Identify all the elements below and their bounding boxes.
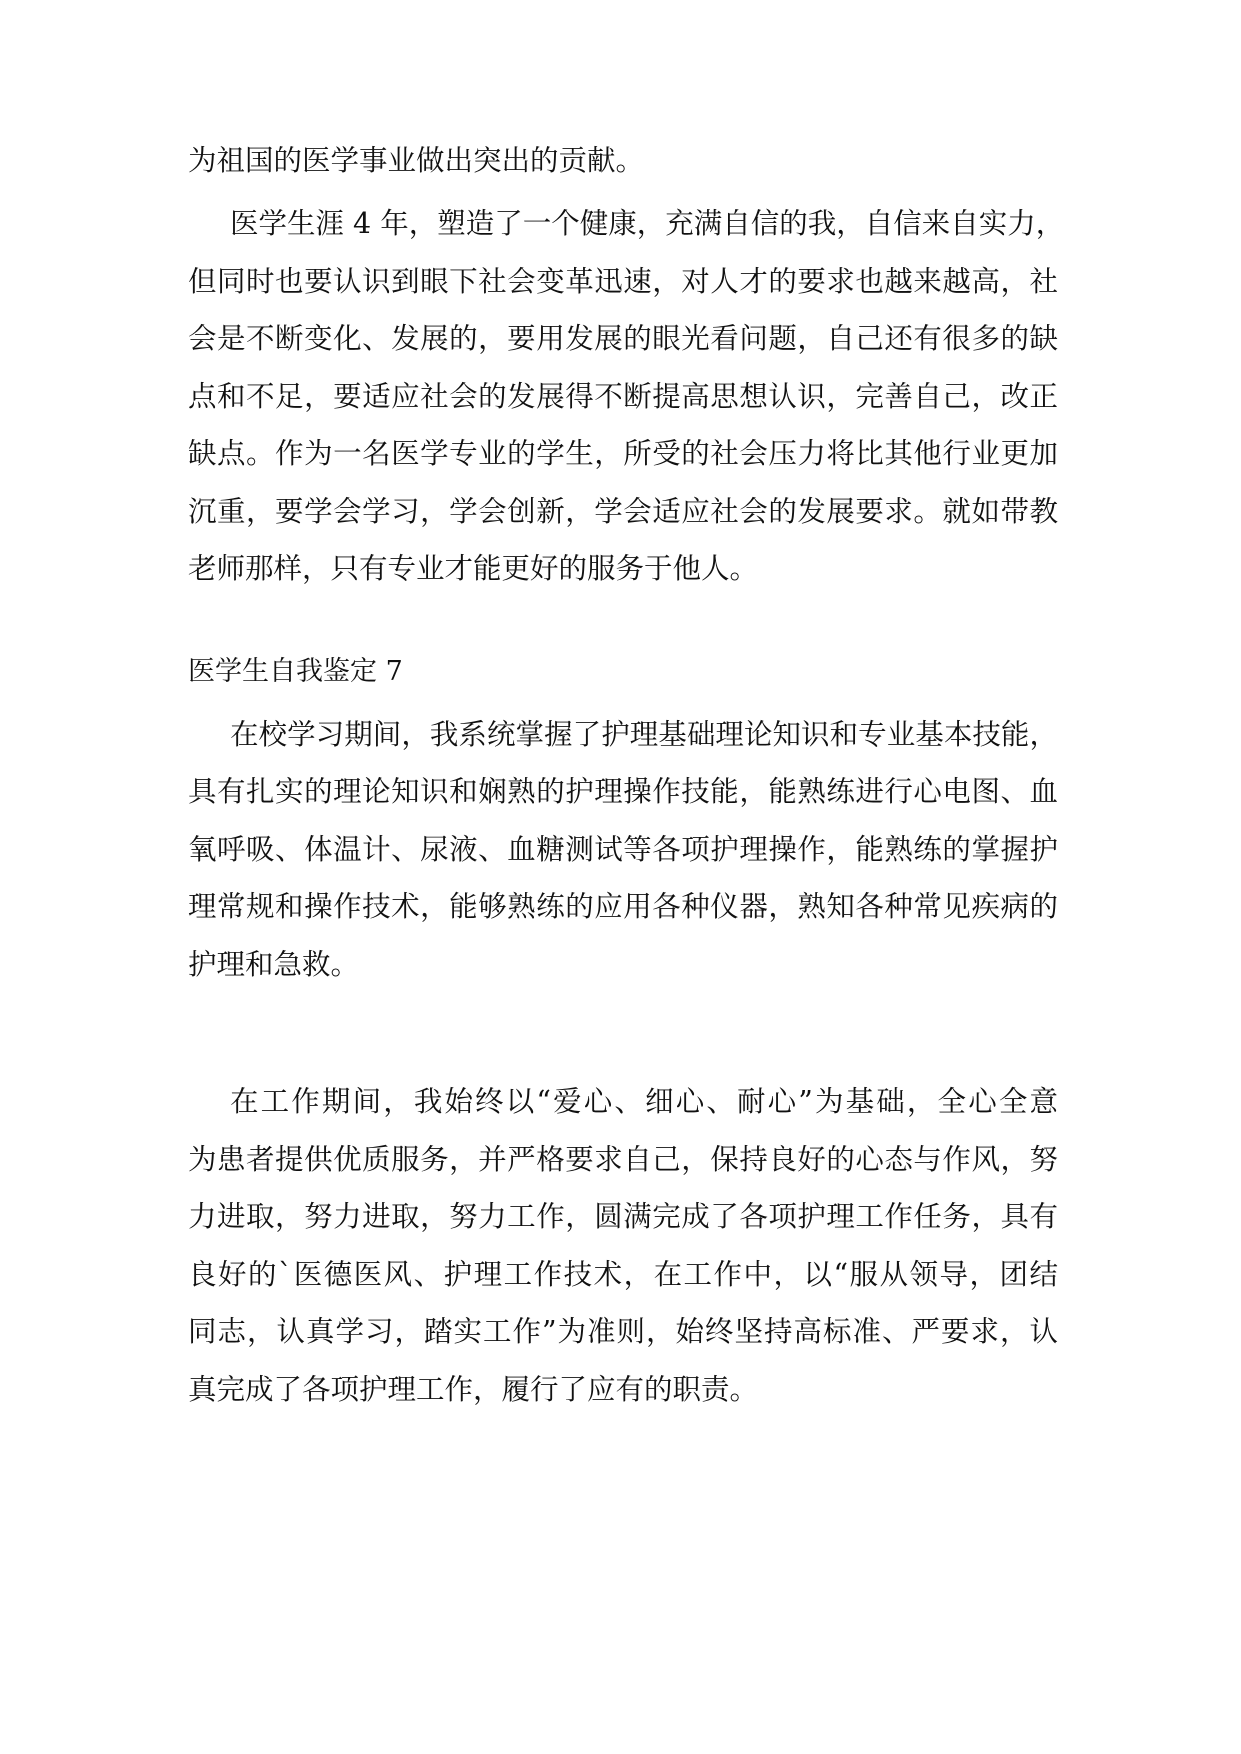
- text-line: 为祖国的医学事业做出突出的贡献。: [188, 144, 645, 177]
- text-line: 老师那样，只有专业才能更好的服务于他人。: [188, 552, 759, 585]
- text-line: 医学生涯 4 年，塑造了一个健康，充满自信的我，自信来自实力，: [230, 207, 1065, 240]
- text-line: 护理和急救。: [188, 948, 360, 981]
- text-line: 理常规和操作技术，能够熟练的应用各种仪器，熟知各种常见疾病的: [188, 890, 1058, 923]
- text-line: 缺点。作为一名医学专业的学生，所受的社会压力将比其他行业更加: [188, 437, 1058, 470]
- text-line: 良好的`医德医风、护理工作技术，在工作中，以“服从领导，团结: [188, 1258, 1058, 1291]
- text-line: 同志，认真学习，踏实工作”为准则，始终坚持高标准、严要求，认: [188, 1315, 1058, 1348]
- text-line: 沉重，要学会学习，学会创新，学会适应社会的发展要求。就如带教: [188, 495, 1058, 528]
- text-line: 点和不足，要适应社会的发展得不断提高思想认识，完善自己，改正: [188, 380, 1058, 413]
- text-line: 会是不断变化、发展的，要用发展的眼光看问题，自己还有很多的缺: [188, 322, 1058, 355]
- text-line: 氧呼吸、体温计、尿液、血糖测试等各项护理操作，能熟练的掌握护: [188, 833, 1058, 866]
- text-line: 在工作期间，我始终以“爱心、细心、耐心”为基础，全心全意: [230, 1085, 1058, 1118]
- text-line: 具有扎实的理论知识和娴熟的护理操作技能，能熟练进行心电图、血: [188, 775, 1058, 808]
- text-line: 真完成了各项护理工作，履行了应有的职责。: [188, 1373, 759, 1406]
- text-line: 但同时也要认识到眼下社会变革迅速，对人才的要求也越来越高，社: [188, 265, 1058, 298]
- text-line: 在校学习期间，我系统掌握了护理基础理论知识和专业基本技能，: [230, 718, 1058, 751]
- section-heading: 医学生自我鉴定 7: [188, 656, 403, 687]
- text-line: 力进取，努力进取，努力工作，圆满完成了各项护理工作任务，具有: [188, 1200, 1058, 1233]
- text-line: 为患者提供优质服务，并严格要求自己，保持良好的心态与作风，努: [188, 1143, 1058, 1176]
